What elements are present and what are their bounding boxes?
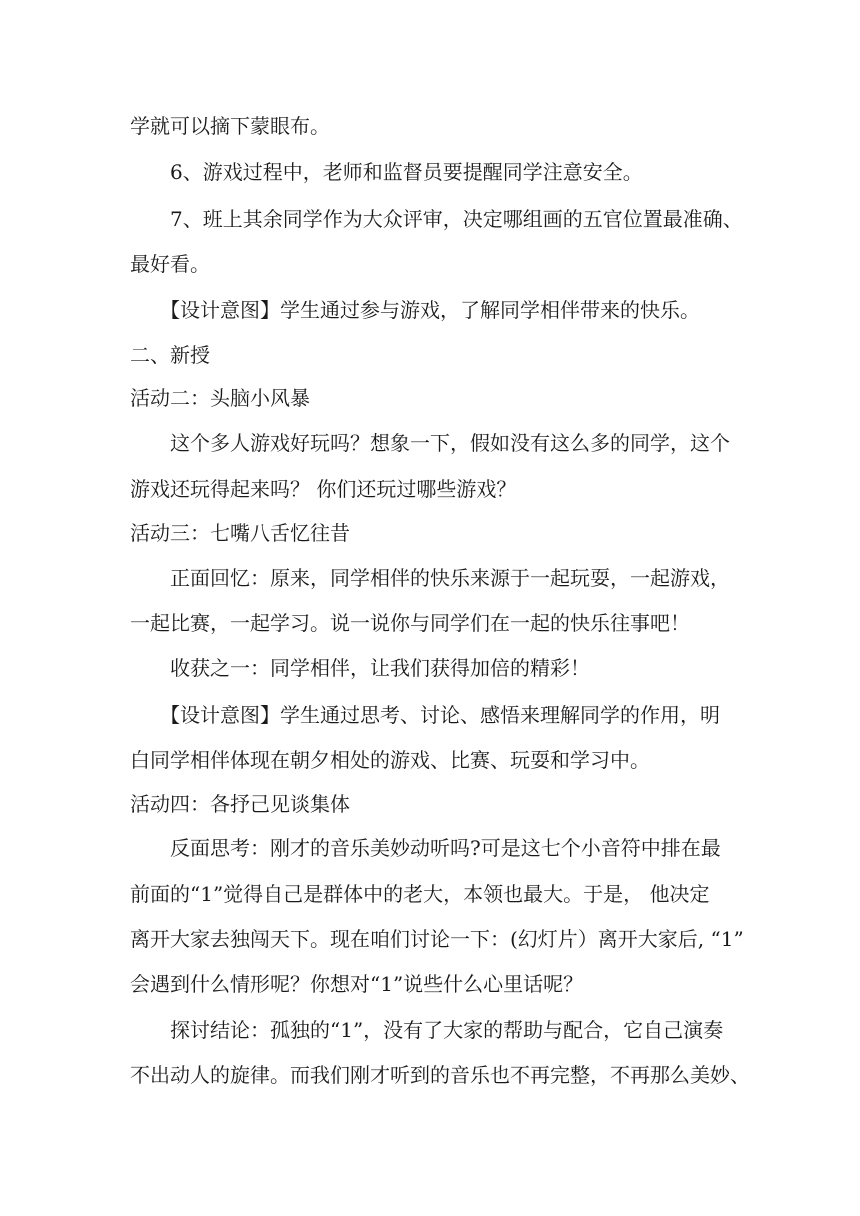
text-line: 7、班上其余同学作为大众评审，决定哪组画的五官位置最准确、 <box>170 207 743 231</box>
text-line: 离开大家去独闯天下。现在咱们讨论一下：(幻灯片）离开大家后, “1” <box>130 927 744 951</box>
text-line: 一起比赛，一起学习。说一说你与同学们在一起的快乐往事吧！ <box>130 611 690 635</box>
text-line: 会遇到什么情形呢？你想对“1”说些什么心里话呢？ <box>130 972 584 996</box>
text-line: 白同学相伴体现在朝夕相处的游戏、比赛、玩耍和学习中。 <box>130 748 650 772</box>
activity-heading: 活动三：七嘴八舌忆往昔 <box>130 521 350 545</box>
text-line: 收获之一：同学相伴，让我们获得加倍的精彩！ <box>170 656 590 680</box>
text-line: 最好看。 <box>130 252 210 276</box>
text-line: 探讨结论：孤独的“1”，没有了大家的帮助与配合，它自己演奏 <box>170 1018 724 1042</box>
text-line: 正面回忆：原来，同学相伴的快乐来源于一起玩耍，一起游戏， <box>170 566 730 590</box>
section-heading: 二、新授 <box>130 343 210 367</box>
design-intent-line: 【设计意图】学生通过思考、讨论、感悟来理解同学的作用，明 <box>160 703 720 727</box>
text-line: 游戏还玩得起来吗？ 你们还玩过哪些游戏？ <box>130 477 517 501</box>
activity-heading: 活动二：头脑小风暴 <box>130 386 310 410</box>
text-line: 反面思考：刚才的音乐美妙动听吗?可是这七个小音符中排在最 <box>170 836 721 860</box>
activity-heading: 活动四：各抒己见谈集体 <box>130 792 350 816</box>
text-line: 不出动人的旋律。而我们刚才听到的音乐也不再完整，不再那么美妙、 <box>130 1063 750 1087</box>
text-line: 这个多人游戏好玩吗？想象一下，假如没有这么多的同学，这个 <box>170 431 730 455</box>
text-line: 6、游戏过程中，老师和监督员要提醒同学注意安全。 <box>170 160 643 184</box>
text-line: 前面的“1”觉得自己是群体中的老大，本领也最大。于是， 他决定 <box>130 882 710 906</box>
design-intent-line: 【设计意图】学生通过参与游戏，了解同学相伴带来的快乐。 <box>160 298 700 322</box>
text-line: 学就可以摘下蒙眼布。 <box>130 114 330 138</box>
